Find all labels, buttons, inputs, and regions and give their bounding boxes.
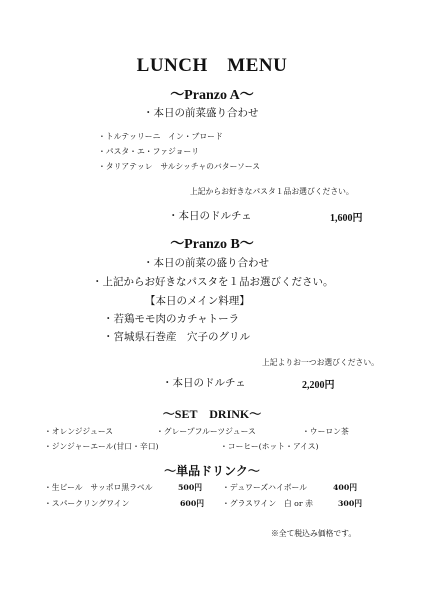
single-drink-3-price: 600円: [180, 499, 205, 508]
footer-note: ※全て税込み価格です。: [271, 529, 357, 538]
set-drink-item-3: ・ウーロン茶: [302, 427, 349, 436]
single-drink-1-price: 500円: [178, 483, 203, 492]
single-drink-1-name: ・生ビール サッポロ黒ラベル: [44, 483, 153, 492]
pranzo-a-price: 1,600円: [330, 213, 363, 224]
single-drink-2-name: ・デュワーズハイボール: [222, 483, 307, 492]
pranzo-b-main-1: ・若鶏モモ肉のカチャトーラ: [103, 313, 240, 325]
pranzo-b-pasta-note: ・上記からお好きなパスタを１品お選びください。: [92, 276, 334, 288]
pranzo-a-pasta-2: ・パスタ・エ・ファジョーリ: [98, 147, 200, 156]
set-drink-item-1: ・オレンジジュース: [44, 427, 114, 436]
set-drink-item-2: ・グレープフルーツジュース: [156, 427, 256, 436]
pranzo-a-antipasto: ・本日の前菜盛り合わせ: [143, 107, 259, 119]
pranzo-b-main-2: ・宮城県石巻産 穴子のグリル: [103, 331, 250, 343]
pranzo-b-heading: ～Pranzo B～: [170, 237, 254, 252]
pranzo-b-antipasto: ・本日の前菜の盛り合わせ: [143, 257, 269, 269]
single-drink-2-price: 400円: [333, 483, 358, 492]
set-drink-item-5: ・コーヒー(ホット・アイス): [220, 442, 319, 451]
pranzo-b-main-heading: 【本日のメイン料理】: [145, 295, 250, 307]
set-drink-item-4: ・ジンジャーエール(甘口・辛口): [44, 442, 159, 451]
single-drink-4-price: 300円: [338, 499, 363, 508]
single-drink-heading: ～単品ドリンク～: [164, 464, 260, 478]
pranzo-b-dolce: ・本日のドルチェ: [162, 377, 246, 389]
pranzo-a-dolce: ・本日のドルチェ: [168, 210, 252, 222]
set-drink-heading: ～SET DRINK～: [162, 407, 262, 421]
pranzo-a-pasta-1: ・トルテッリーニ イン・ブロード: [98, 132, 223, 141]
single-drink-3-name: ・スパークリングワイン: [44, 499, 130, 508]
pranzo-b-note: 上記よりお一つお選びください。: [262, 358, 379, 367]
single-drink-4-name: ・グラスワイン 白 or 赤: [222, 499, 313, 508]
pranzo-a-heading: ～Pranzo A～: [170, 88, 254, 103]
pranzo-a-pasta-3: ・タリアテッレ サルシッチャのバターソース: [98, 162, 261, 171]
pranzo-a-note: 上記からお好きなパスタ１品お選びください。: [190, 187, 354, 196]
page-title: LUNCH MENU: [136, 55, 288, 76]
pranzo-b-price: 2,200円: [302, 380, 335, 391]
